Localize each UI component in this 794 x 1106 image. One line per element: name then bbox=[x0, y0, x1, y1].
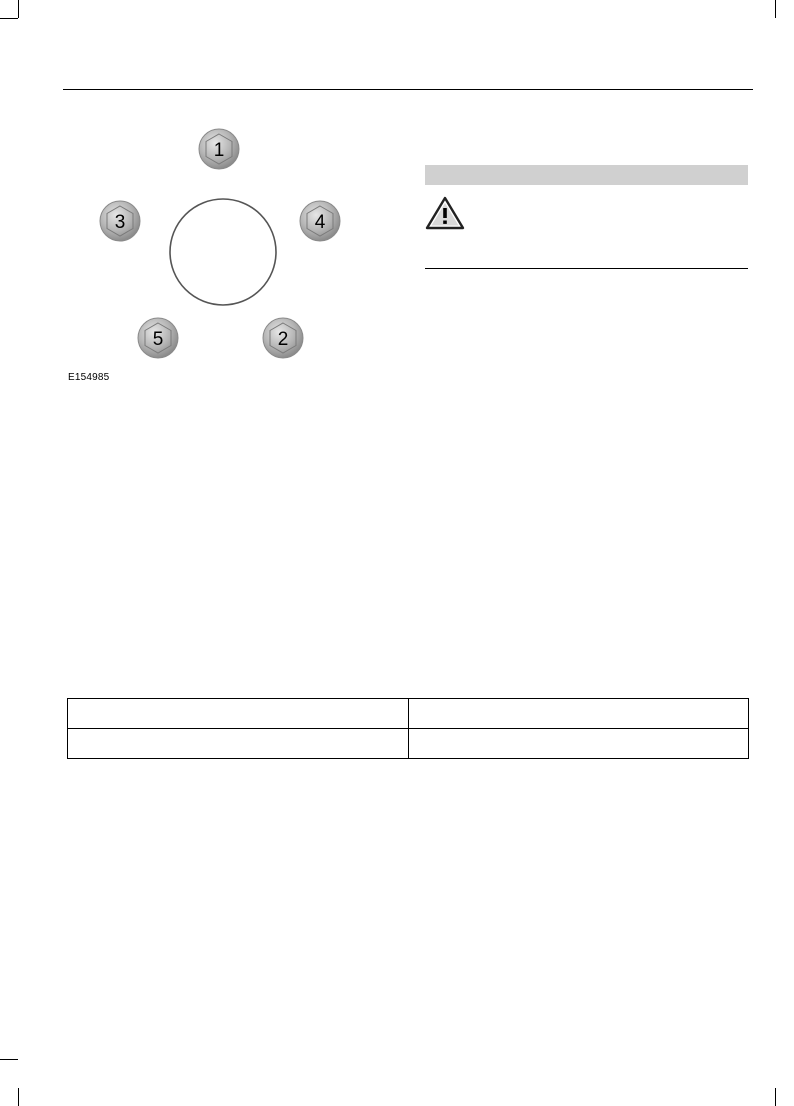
table-row bbox=[68, 699, 749, 729]
table-cell bbox=[68, 699, 409, 729]
nut-label-3: 3 bbox=[114, 212, 126, 233]
nut-label-4: 4 bbox=[314, 212, 326, 233]
image-code: E154985 bbox=[68, 372, 110, 383]
hub-circle bbox=[170, 199, 276, 305]
specification-table bbox=[67, 698, 749, 759]
crop-mark-bottom-left-vertical bbox=[18, 1088, 19, 1106]
table-row bbox=[68, 729, 749, 759]
table-cell bbox=[68, 729, 409, 759]
nut-label-5: 5 bbox=[152, 329, 164, 350]
wheel-nut-sequence-diagram bbox=[60, 120, 360, 370]
warning-bottom-rule bbox=[425, 268, 748, 269]
wheel-nut-4 bbox=[300, 201, 340, 241]
warning-header-band bbox=[425, 165, 748, 185]
wheel-nut-2 bbox=[263, 318, 303, 358]
wheel-nut-5 bbox=[138, 318, 178, 358]
crop-mark-bottom-right bbox=[775, 1088, 776, 1106]
crop-mark-top-left bbox=[0, 18, 18, 19]
nut-label-1: 1 bbox=[213, 140, 225, 161]
crop-mark-bottom-left bbox=[0, 1059, 18, 1060]
table-cell bbox=[408, 729, 749, 759]
warning-triangle-icon bbox=[425, 196, 465, 230]
nut-label-2: 2 bbox=[277, 329, 289, 350]
header-rule bbox=[63, 89, 753, 90]
crop-mark-top-left-vertical bbox=[18, 0, 19, 18]
wheel-nut-3 bbox=[100, 201, 140, 241]
table-cell bbox=[408, 699, 749, 729]
crop-mark-top-right bbox=[775, 0, 776, 18]
wheel-nut-1 bbox=[199, 129, 239, 169]
diagram-svg bbox=[60, 120, 360, 370]
